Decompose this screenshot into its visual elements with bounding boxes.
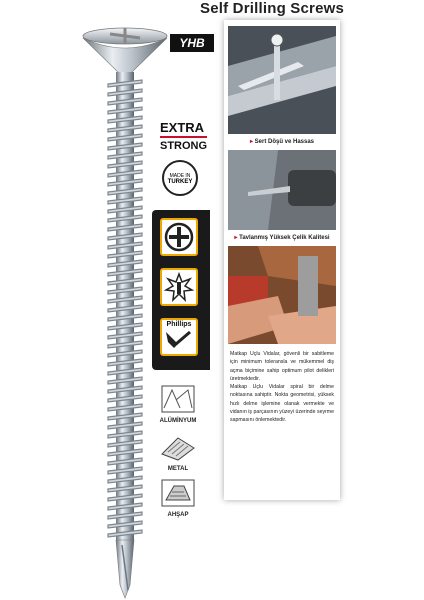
aluminium-profile-photo bbox=[228, 26, 336, 134]
yhb-badge: YHB bbox=[170, 34, 214, 52]
phillips-label: Phillips bbox=[166, 321, 192, 328]
made-in-turkey-badge bbox=[162, 160, 198, 196]
metal-label: METAL bbox=[167, 466, 189, 472]
worker-drilling-photo bbox=[228, 246, 336, 344]
strength-icon bbox=[160, 268, 198, 306]
wood-label: AHŞAP bbox=[167, 512, 189, 518]
description bbox=[230, 350, 334, 425]
turkey-label: TURKEY bbox=[167, 179, 193, 185]
aluminium-label: ALÜMİNYUM bbox=[159, 418, 197, 424]
extra-strong-label bbox=[160, 120, 207, 152]
extra-label: EXTRA bbox=[160, 120, 207, 138]
drilling-photo bbox=[228, 150, 336, 230]
description-paragraph-1: Matkap Uçlu Vidalar, gövenli bir sabitleme için minimum toleransla ve mükemmel diş açma biçimine sahip optimum pilot delikleri üretmektedir. bbox=[230, 351, 334, 382]
caption-2-text: Tavlanmış Yüksek Çelik Kalitesi bbox=[239, 235, 330, 241]
caption-2: ▸ Tavlanmış Yüksek Çelik Kalitesi bbox=[234, 235, 330, 241]
wood-icon bbox=[158, 476, 198, 516]
caption-1: ▸ Sert Döşü ve Hassas bbox=[249, 139, 315, 145]
phillips-bit-icon bbox=[160, 318, 198, 356]
description-paragraph-2: Matkap Uçlu Vidalar spiral bir delme noktasına sahiptir. Nokta geometrisi, yüksek hızlı delme işlemine olanak vermekte ve vidanın iş parçasının yüzeyi üzerinde seyrme sapmasını önlemektedir. bbox=[230, 384, 334, 424]
aluminium-icon bbox=[158, 382, 198, 422]
page-title: Self Drilling Screws bbox=[200, 0, 345, 17]
strong-label: STRONG bbox=[160, 140, 208, 152]
made-in-label: MADE IN bbox=[169, 173, 191, 179]
caption-1-text: Sert Döşü ve Hassas bbox=[254, 139, 315, 145]
metal-icon bbox=[158, 430, 198, 470]
feature-icon-bar bbox=[152, 210, 210, 370]
phillips-head-icon bbox=[160, 218, 198, 256]
